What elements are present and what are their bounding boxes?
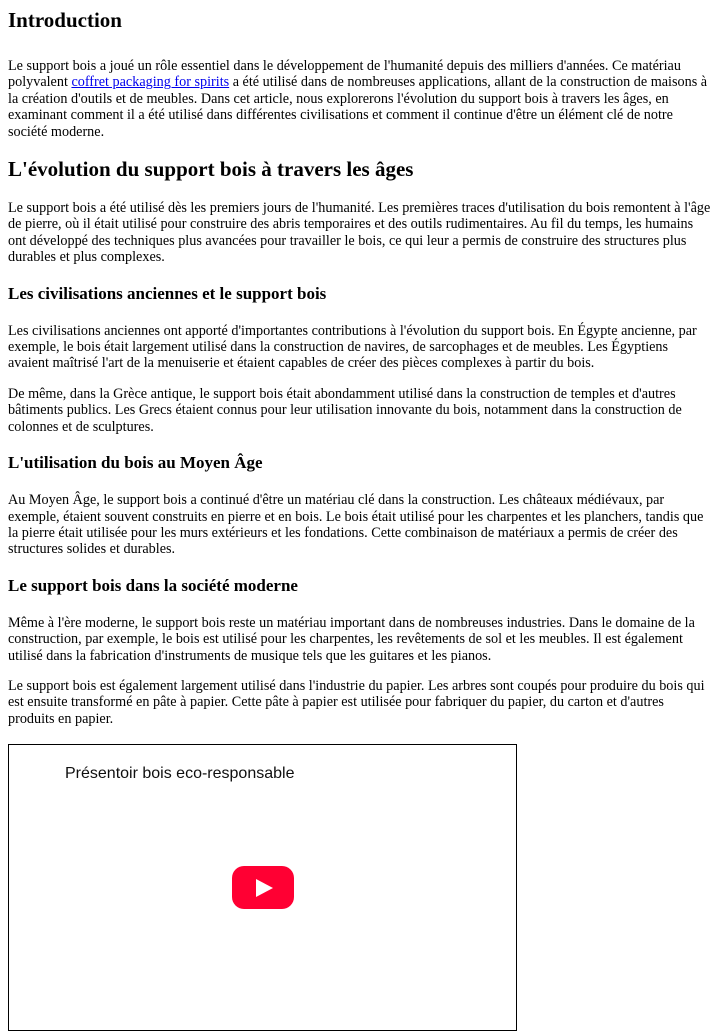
moderne-paragraph-2: Le support bois est également largement utilisé dans l'industrie du papier. Les arbres sont coupés pour produire du bois qui est ensuite transformé en pâte à papier. Cette pâte à papier est utilisée pour fabriquer du papier, du carton et d'autres produits en papier. bbox=[8, 677, 705, 727]
intro-text-after-link: a été utilisé dans de nombreuses applications, allant de la construction de maisons à la création d'outils et de meubles. Dans cet article, nous explorerons l'évolution du support bois à travers les âges, en examinant comment il a été utilisé dans différentes civilisations et comment il continue d'être un élément clé de notre société moderne. bbox=[8, 74, 708, 140]
coffret-packaging-link[interactable]: coffret packaging for spirits bbox=[71, 74, 230, 91]
video-play-button[interactable] bbox=[232, 866, 294, 909]
intro-paragraph bbox=[8, 58, 712, 140]
heading-moyen-age: L'utilisation du bois au Moyen Âge bbox=[8, 453, 263, 473]
video-title[interactable]: Présentoir bois eco-responsable bbox=[65, 765, 295, 783]
intro-text-before-link: Le support bois a joué un rôle essentiel dans le développement de l'humanité depuis des milliers d'années. Ce matériau polyvalent bbox=[8, 58, 681, 91]
video-embed[interactable] bbox=[8, 744, 517, 1031]
heading-introduction: Introduction bbox=[8, 8, 122, 32]
evolution-paragraph: Le support bois a été utilisé dès les premiers jours de l'humanité. Les premières traces d'utilisation du bois remontent à l'âge de pierre, où il était utilisé pour construire des abris temporaires et des outils rudimentaires. Au fil du temps, les humains ont développé des techniques plus avancées pour travailler le bois, ce qui leur a permis de construire des structures plus durables et plus complexes. bbox=[8, 200, 711, 266]
heading-civilisations: Les civilisations anciennes et le support bois bbox=[8, 283, 327, 303]
civilisations-paragraph-2: De même, dans la Grèce antique, le support bois était abondamment utilisé dans la construction de temples et d'autres bâtiments publics. Les Grecs étaient connus pour leur utilisation innovante du bois, notamment dans la construction de colonnes et de sculptures. bbox=[8, 385, 682, 435]
civilisations-paragraph-1: Les civilisations anciennes ont apporté d'importantes contributions à l'évolution du support bois. En Égypte ancienne, par exemple, le bois était largement utilisé dans la construction de navires, de sarcophages et de meubles. Les Égyptiens avaient maîtrisé l'art de la menuiserie et étaient capables de créer des pièces complexes à partir du bois. bbox=[8, 322, 697, 372]
moyen-age-paragraph: Au Moyen Âge, le support bois a continué d'être un matériau clé dans la construction. Les châteaux médiévaux, par exemple, étaient souvent construits en pierre et en bois. Le bois était utilisé pour les charpentes et les planchers, tandis que la pierre était utilisée pour les murs extérieurs et les fondations. Cette combinaison de matériaux a permis de créer des structures solides et durables. bbox=[8, 492, 704, 558]
heading-moderne: Le support bois dans la société moderne bbox=[8, 575, 298, 595]
heading-evolution: L'évolution du support bois à travers les âges bbox=[8, 157, 414, 182]
moderne-paragraph-1: Même à l'ère moderne, le support bois reste un matériau important dans de nombreuses industries. Dans le domaine de la construction, par exemple, le bois est utilisé pour les charpentes, les revêtements de sol et les meubles. Il est également utilisé dans la fabrication d'instruments de musique tels que les guitares et les pianos. bbox=[8, 614, 695, 664]
play-icon bbox=[256, 879, 273, 897]
